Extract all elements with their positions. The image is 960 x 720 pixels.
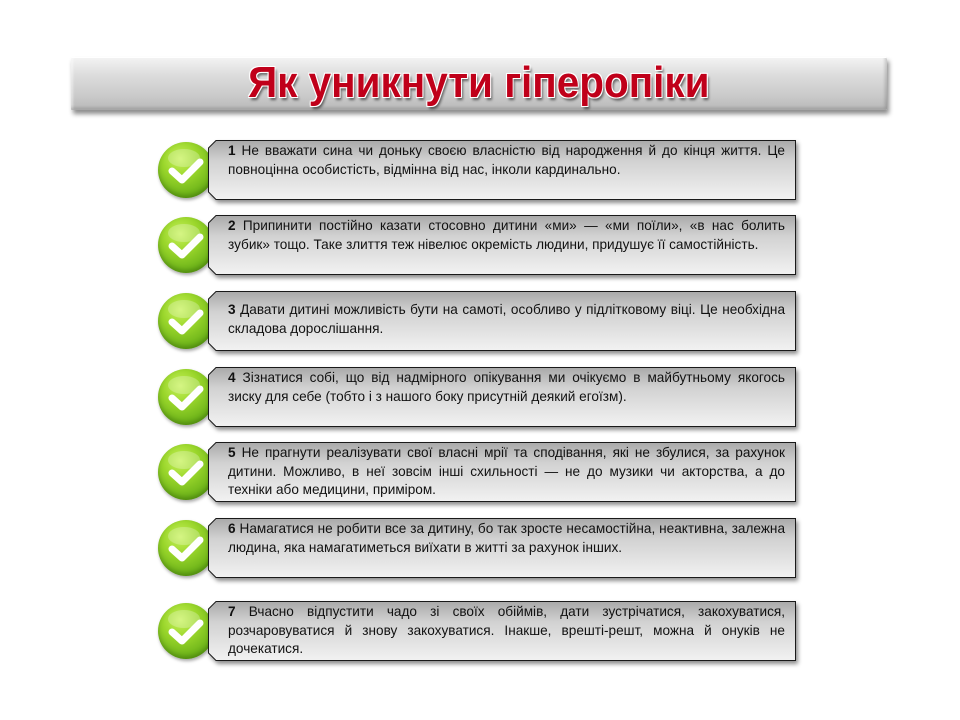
item-text-box [208,367,796,427]
check-circle-icon [158,293,214,349]
item-number: 7 [228,604,236,619]
check-circle-icon [158,444,214,500]
item-text: Вчасно відпустити чадо зі своїх обіймів, дати зустрічатися, закохуватися, розчаровуватися й знову закохуватися. Інакше, врешті-решт, можна й онуків не дочекатися. [228,604,786,657]
check-circle-icon [158,369,214,425]
item-text-box [208,140,796,200]
list-item [158,601,803,663]
item-text-box [208,215,796,275]
item-number: 5 [228,445,236,460]
item-number: 2 [228,218,236,233]
item-number: 3 [228,302,236,317]
slide-title: Як уникнути гіперопіки [248,57,710,107]
list-item [158,140,803,202]
item-text-box [208,518,796,578]
title-banner [71,57,887,110]
check-circle-icon [158,603,214,659]
item-text: Не вважати сина чи доньку своєю власністю від народження й до кінця життя. Це повноцінна особистість, відмінна від нас, інколи кардинально. [228,143,785,177]
item-number: 6 [228,521,236,536]
item-text: Зізнатися собі, що від надмірного опікування ми очікуємо в майбутньому якогось зиску для себе (тобто і з нашого боку присутній деякий егоїзм). [228,370,785,404]
item-text-box [208,291,796,351]
item-text: Давати дитині можливість бути на самоті, особливо у підлітковому віці. Це необхідна складова дорослішання. [228,302,786,336]
list-item [158,367,803,429]
list-item [158,215,803,277]
item-text: Намагатися не робити все за дитину, бо так зросте несамостійна, неактивна, залежна людина, яка намагатиметься виїхати в житті за рахунок інших. [228,521,785,555]
item-text: Не прагнути реалізувати свої власні мрії та сподівання, які не збулися, за рахунок дитини. Можливо, в неї зовсім інші схильності — не до музики чи акторства, а до техніки або медицини, приміром. [228,445,785,498]
item-number: 1 [228,143,236,158]
check-circle-icon [158,217,214,273]
item-text: Припинити постійно казати стосовно дитини «ми» — «ми поїли», «в нас болить зубик» тощо. Таке злиття теж нівелює окремість людини, придушує її самостійність. [228,218,785,252]
list-item [158,518,803,580]
item-number: 4 [228,370,236,385]
item-text-box [208,442,796,502]
list-item [158,442,803,504]
check-circle-icon [158,142,214,198]
check-circle-icon [158,520,214,576]
item-text-box [208,601,796,661]
list-item [158,291,803,353]
